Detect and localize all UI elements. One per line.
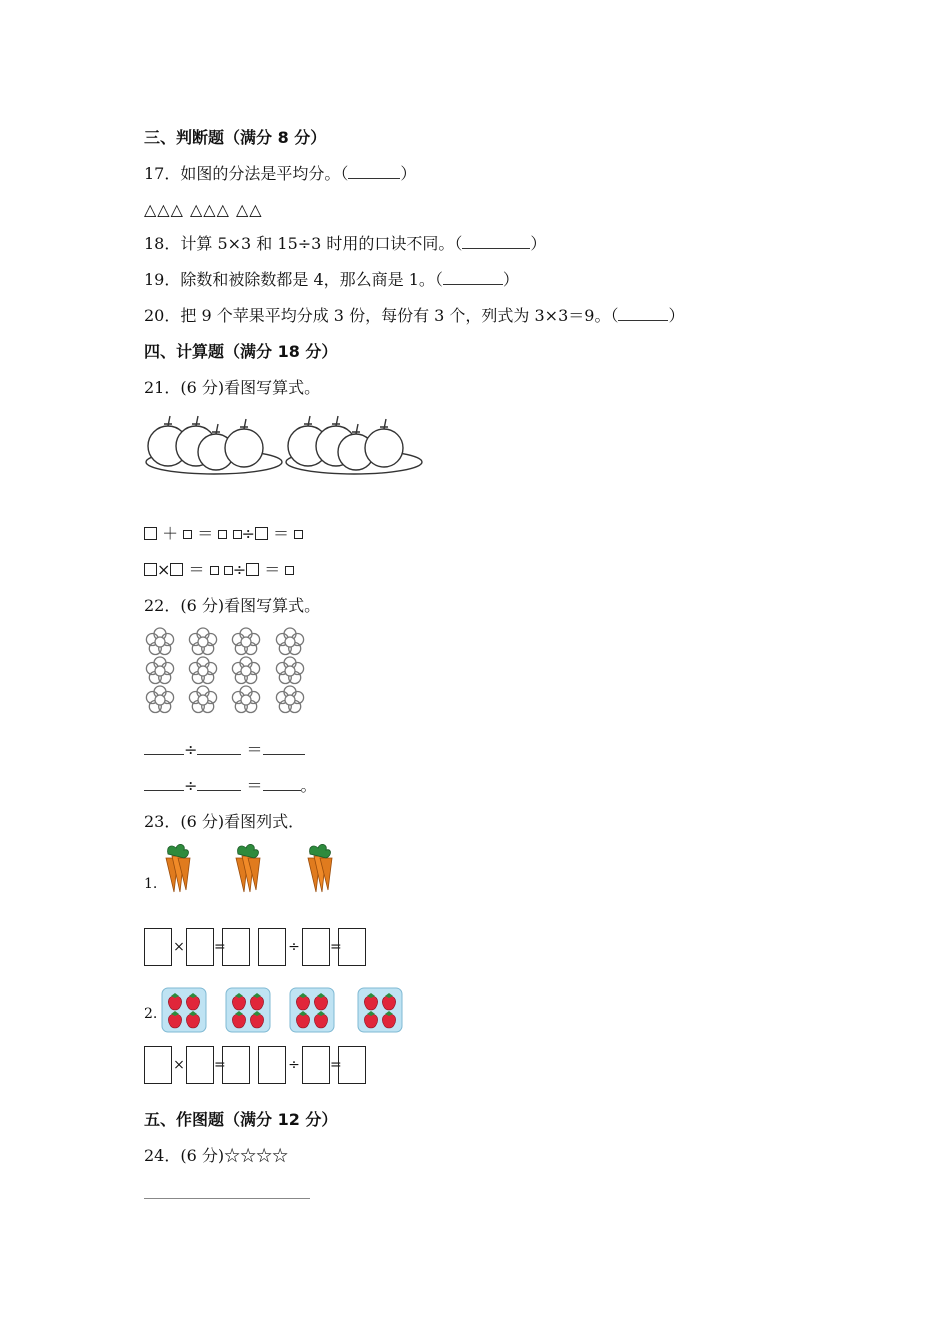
answer-box[interactable]	[258, 1046, 286, 1084]
question-23: 23．(6 分)看图列式．	[144, 812, 305, 831]
strawberry-tiles-image	[160, 986, 406, 1034]
answer-box[interactable]	[233, 530, 242, 539]
equals-sign: ＝	[273, 524, 290, 543]
answer-box[interactable]	[302, 1046, 330, 1084]
answer-blank-19[interactable]	[443, 270, 503, 285]
equation-row-21-2	[144, 560, 294, 580]
answer-box[interactable]	[224, 566, 233, 575]
answer-blank[interactable]	[263, 776, 301, 791]
question-17	[144, 164, 416, 184]
item-2-label: 2.	[144, 1006, 158, 1022]
answer-box[interactable]	[338, 1046, 366, 1084]
equals-sign: ＝	[264, 560, 281, 579]
period: 。	[300, 776, 317, 795]
apples-on-plates-image	[144, 410, 424, 482]
answer-blank[interactable]	[263, 740, 305, 755]
equation-row-21-1	[144, 524, 303, 544]
answer-blank[interactable]	[144, 740, 184, 755]
question-20	[144, 306, 684, 326]
flowers-grid-image	[144, 626, 310, 718]
divide-sign: ÷	[184, 776, 198, 795]
answer-box[interactable]	[183, 530, 192, 539]
times-sign: ×	[157, 560, 171, 579]
answer-box[interactable]	[246, 563, 259, 576]
answer-blank[interactable]	[144, 776, 184, 791]
close-paren: ）	[530, 234, 547, 253]
equation-row-23-2	[144, 1046, 366, 1084]
divide-sign: ÷	[232, 560, 247, 579]
plus-sign: ＋	[162, 524, 179, 543]
equation-row-23-1	[144, 928, 366, 966]
divide-sign: ÷	[288, 1057, 300, 1073]
answer-box[interactable]	[338, 928, 366, 966]
item-1-label: 1.	[144, 876, 158, 892]
section-5-title: 五、作图题（满分 12 分）	[144, 1110, 338, 1129]
equals-sign: =	[214, 1057, 226, 1073]
answer-box[interactable]	[144, 928, 172, 966]
question-21: 21．(6 分)看图写算式。	[144, 378, 321, 397]
answer-box[interactable]	[186, 928, 214, 966]
answer-box[interactable]	[144, 527, 157, 540]
close-paren: ）	[668, 306, 685, 325]
answer-blank[interactable]	[197, 776, 241, 791]
question-20-text: 20．把 9 个苹果平均分成 3 份，每份有 3 个，列式为 3×3＝9。（	[144, 306, 619, 325]
answer-box[interactable]	[170, 563, 183, 576]
answer-box[interactable]	[294, 530, 303, 539]
answer-box[interactable]	[144, 1046, 172, 1084]
answer-box[interactable]	[210, 566, 219, 575]
section-3-title: 三、判断题（满分 8 分）	[144, 128, 327, 147]
times-sign: ×	[173, 1057, 185, 1073]
close-paren: ）	[502, 270, 519, 289]
question-19-text: 19．除数和被除数都是 4，那么商是 1。（	[144, 270, 443, 289]
answer-box[interactable]	[218, 530, 227, 539]
question-18	[144, 234, 546, 254]
answer-blank-17[interactable]	[348, 164, 400, 179]
equals-sign: ＝	[246, 740, 263, 759]
answer-blank[interactable]	[197, 740, 241, 755]
equals-sign: =	[330, 1057, 342, 1073]
answer-blank-18[interactable]	[462, 234, 530, 249]
answer-box[interactable]	[302, 928, 330, 966]
answer-box[interactable]	[222, 928, 250, 966]
equals-sign: =	[330, 939, 342, 955]
answer-box[interactable]	[255, 527, 268, 540]
equals-sign: =	[214, 939, 226, 955]
close-paren: ）	[400, 164, 417, 183]
question-18-text: 18．计算 5×3 和 15÷3 时用的口诀不同。（	[144, 234, 463, 253]
answer-box[interactable]	[222, 1046, 250, 1084]
times-sign: ×	[173, 939, 185, 955]
drawing-line	[144, 1198, 310, 1199]
answer-box[interactable]	[285, 566, 294, 575]
question-19	[144, 270, 519, 290]
equals-sign: ＝	[246, 776, 263, 795]
answer-box[interactable]	[186, 1046, 214, 1084]
question-17-text: 17．如图的分法是平均分。（	[144, 164, 349, 183]
answer-box[interactable]	[144, 563, 157, 576]
carrot-bunches-image	[158, 842, 338, 894]
answer-box[interactable]	[258, 928, 286, 966]
equals-sign: ＝	[197, 524, 214, 543]
answer-blank-20[interactable]	[618, 306, 668, 321]
divide-sign: ÷	[184, 740, 198, 759]
equals-sign: ＝	[188, 560, 205, 579]
divide-sign: ÷	[241, 524, 255, 543]
divide-sign: ÷	[288, 939, 300, 955]
equation-row-22-1	[144, 740, 305, 760]
section-4-title: 四、计算题（满分 18 分）	[144, 342, 338, 361]
triangle-groups: △△△ △△△ △△	[144, 200, 263, 219]
question-22: 22．(6 分)看图写算式。	[144, 596, 321, 615]
equation-row-22-2	[144, 776, 317, 796]
question-24: 24．(6 分)☆☆☆☆	[144, 1146, 289, 1165]
